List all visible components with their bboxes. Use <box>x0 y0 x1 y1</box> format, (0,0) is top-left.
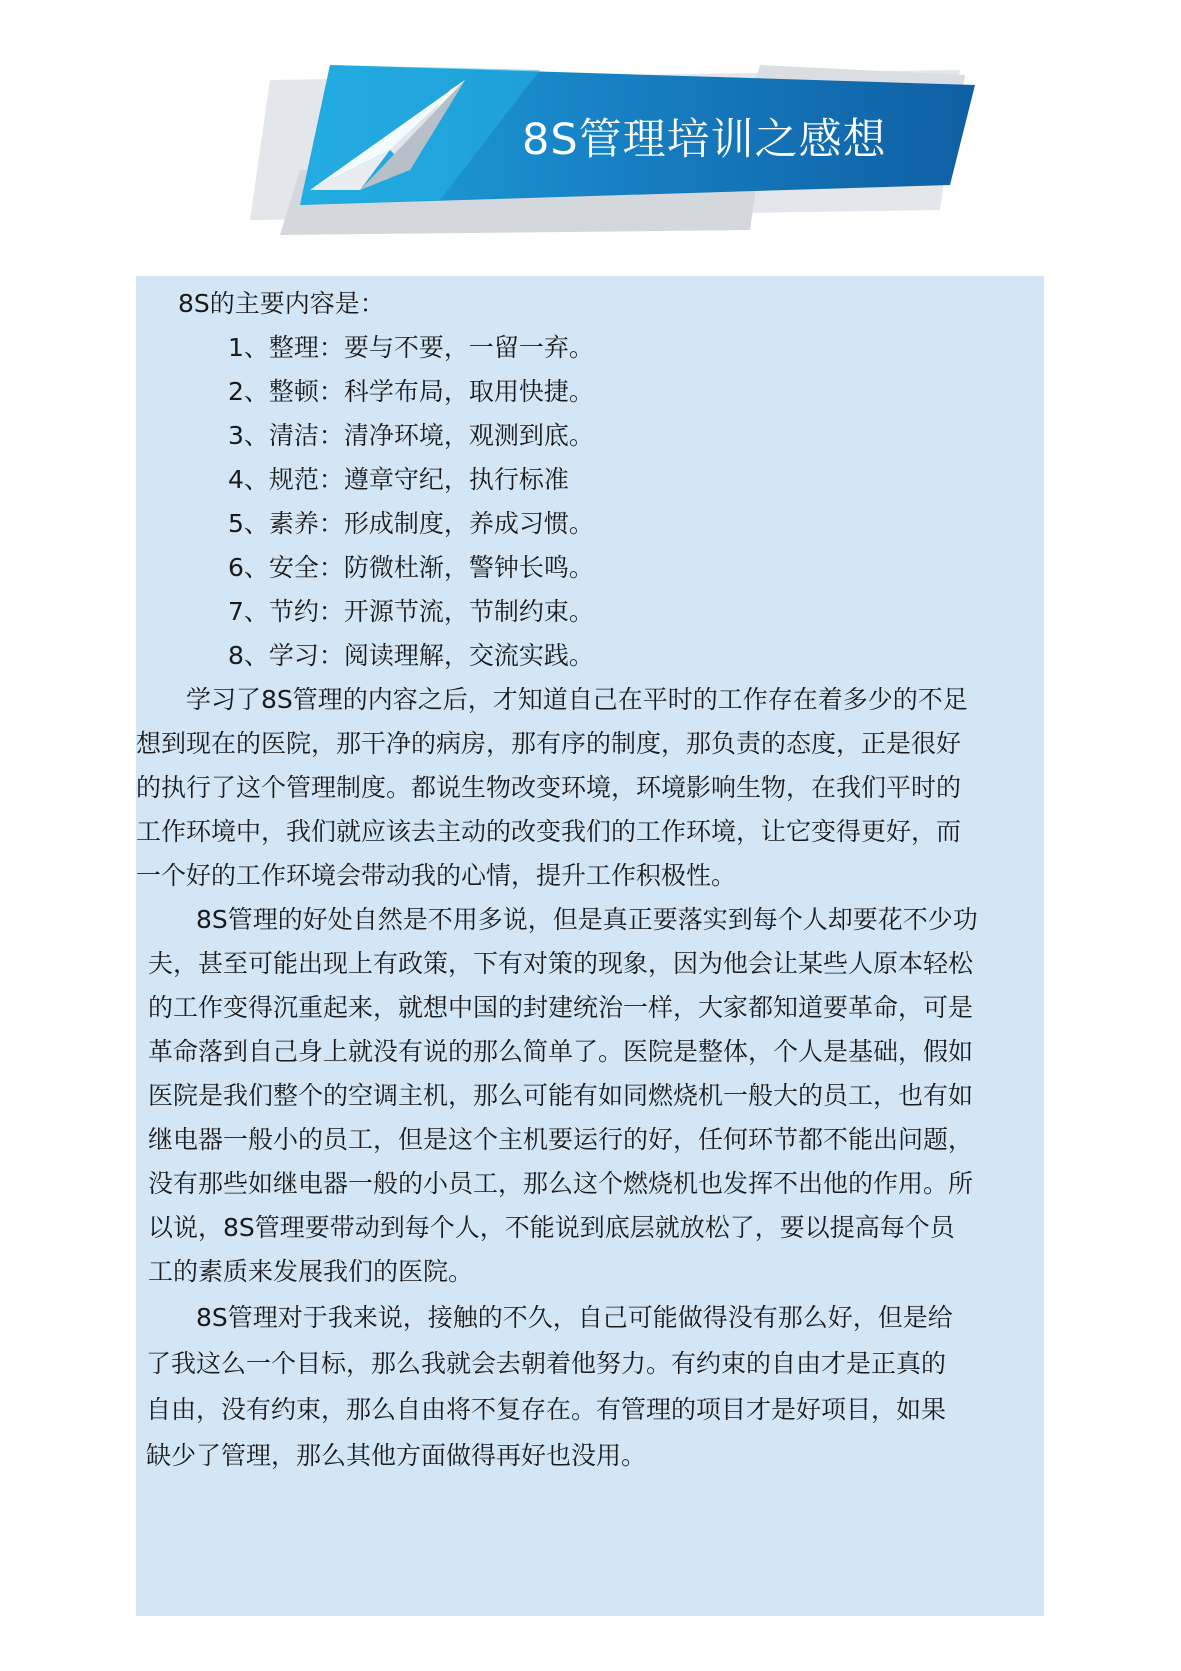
paragraph-line: 的执行了这个管理制度。都说生物改变环境，环境影响生物，在我们平时的 <box>136 773 962 802</box>
paragraph-line: 学习了8S管理的内容之后，才知道自己在平时的工作存在着多少的不足 <box>186 685 968 714</box>
paragraph-line: 8S管理的好处自然是不用多说，但是真正要落实到每个人却要花不少功 <box>196 905 978 934</box>
paragraph-line: 继电器一般小的员工，但是这个主机要运行的好，任何环节都不能出问题， <box>148 1125 974 1154</box>
content-panel <box>136 276 1044 1616</box>
paragraph-line: 8S管理对于我来说，接触的不久，自己可能做得没有那么好，但是给 <box>196 1303 953 1332</box>
intro-line: 8S的主要内容是： <box>178 289 385 318</box>
title-banner <box>240 40 990 240</box>
paragraph-line: 工的素质来发展我们的医院。 <box>148 1257 474 1286</box>
paragraph-line: 没有那些如继电器一般的小员工，那么这个燃烧机也发挥不出他的作用。所 <box>148 1169 974 1198</box>
paragraph-line: 以说，8S管理要带动到每个人，不能说到底层就放松了，要以提高每个员 <box>148 1213 955 1242</box>
paragraph-line: 医院是我们整个的空调主机，那么可能有如同燃烧机一般大的员工，也有如 <box>148 1081 974 1110</box>
list-item: 6、安全：防微杜渐，警钟长鸣。 <box>228 553 594 582</box>
list-item: 1、整理：要与不要，一留一弃。 <box>228 333 594 362</box>
paragraph-line: 了我这么一个目标，那么我就会去朝着他努力。有约束的自由才是正真的 <box>146 1349 947 1378</box>
paragraph-line: 自由，没有约束，那么自由将不复存在。有管理的项目才是好项目，如果 <box>146 1395 947 1424</box>
banner-title: 8S管理培训之感想 <box>522 115 887 165</box>
list-item: 2、整顿：科学布局，取用快捷。 <box>228 377 594 406</box>
list-item: 5、素养：形成制度，养成习惯。 <box>228 509 594 538</box>
paragraph-line: 缺少了管理，那么其他方面做得再好也没用。 <box>146 1441 647 1470</box>
list-item: 8、学习：阅读理解，交流实践。 <box>228 641 594 670</box>
paragraph-line: 想到现在的医院，那干净的病房，那有序的制度，那负责的态度，正是很好 <box>136 729 962 758</box>
list-item: 7、节约：开源节流，节制约束。 <box>228 597 594 626</box>
list-item: 4、规范：遵章守纪，执行标准 <box>228 465 569 494</box>
paragraph-line: 工作环境中，我们就应该去主动的改变我们的工作环境，让它变得更好，而 <box>136 817 962 846</box>
paragraph-line: 一个好的工作环境会带动我的心情，提升工作积极性。 <box>136 861 737 890</box>
paragraph-line: 的工作变得沉重起来，就想中国的封建统治一样，大家都知道要革命，可是 <box>148 993 974 1022</box>
list-item: 3、清洁：清净环境，观测到底。 <box>228 421 594 450</box>
paragraph-line: 夫，甚至可能出现上有政策，下有对策的现象，因为他会让某些人原本轻松 <box>148 949 974 978</box>
paragraph-line: 革命落到自己身上就没有说的那么简单了。医院是整体，个人是基础，假如 <box>148 1037 974 1066</box>
